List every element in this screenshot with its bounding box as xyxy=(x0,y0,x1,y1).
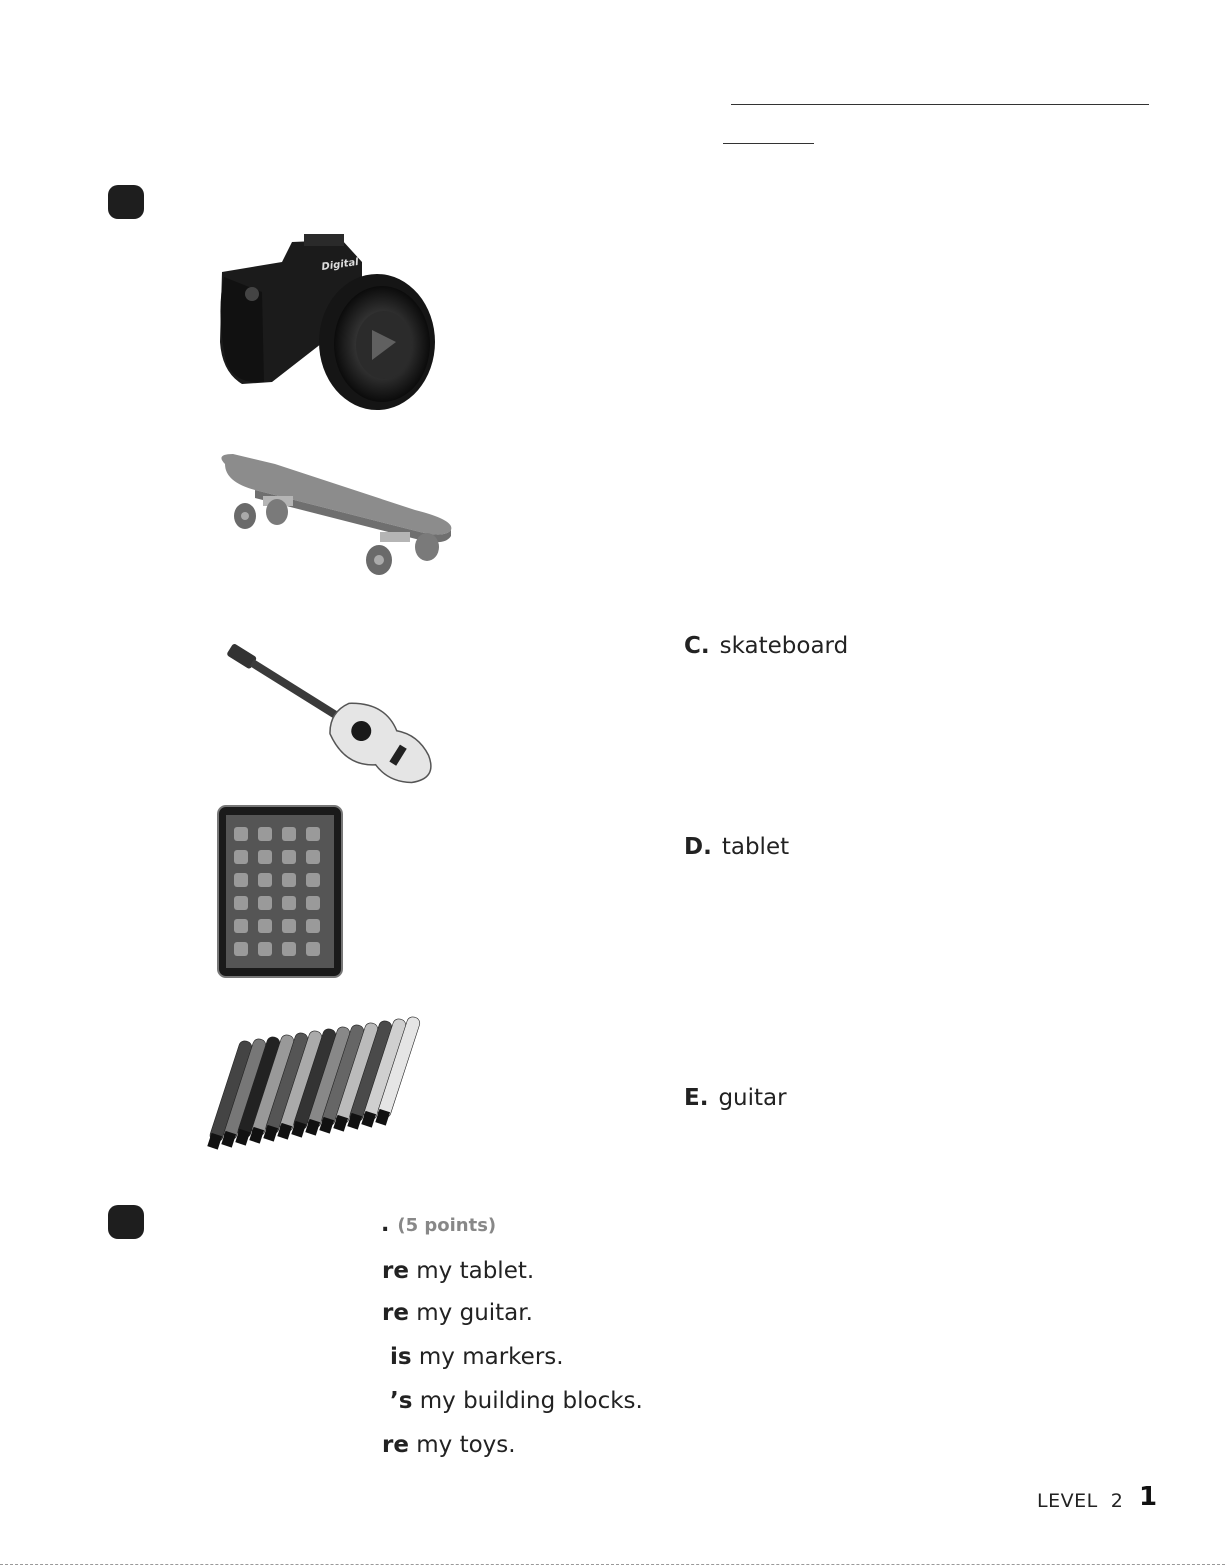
choice-c-word: skateboard xyxy=(719,633,849,659)
tablet-app-icon xyxy=(234,942,248,956)
sentence-3-bold: is xyxy=(382,1344,412,1370)
section-1-badge xyxy=(108,185,144,219)
choice-e xyxy=(684,1085,787,1111)
tablet-app-icon xyxy=(258,896,272,910)
tablet-image xyxy=(217,805,343,978)
tablet-app-icon xyxy=(258,942,272,956)
tablet-app-icon xyxy=(306,827,320,841)
sentence-4-bold: ’s xyxy=(382,1388,413,1414)
sentence-2-text: my guitar. xyxy=(408,1300,533,1326)
camera-image xyxy=(212,232,437,422)
tablet-app-icon xyxy=(282,942,296,956)
camera-brand-text: Digital xyxy=(320,256,360,273)
choice-d-letter: D. xyxy=(684,834,712,860)
sentence-4 xyxy=(382,1388,643,1414)
tablet-app-icon xyxy=(282,850,296,864)
sentence-2-bold: re xyxy=(382,1300,409,1326)
page-bottom-divider xyxy=(0,1564,1225,1565)
tablet-app-icon xyxy=(306,896,320,910)
tablet-app-icon xyxy=(258,873,272,887)
choice-c-letter: C. xyxy=(684,633,710,659)
tablet-app-icon xyxy=(234,827,248,841)
sentence-5-bold: re xyxy=(382,1432,409,1458)
choice-d-word: tablet xyxy=(721,834,790,860)
page-number: 1 xyxy=(1139,1482,1158,1512)
tablet-app-icon xyxy=(258,827,272,841)
tablet-app-icon xyxy=(306,919,320,933)
tablet-app-icon xyxy=(258,919,272,933)
sentence-3-text: my markers. xyxy=(411,1344,564,1370)
choice-c xyxy=(684,633,848,659)
sentence-5 xyxy=(382,1432,516,1458)
tablet-app-icon xyxy=(234,850,248,864)
tablet-app-icon xyxy=(306,873,320,887)
markers-image xyxy=(215,1010,475,1180)
choice-d xyxy=(684,834,789,860)
tablet-app-icon xyxy=(258,850,272,864)
tablet-app-icon xyxy=(282,827,296,841)
tablet-app-icon xyxy=(234,919,248,933)
tablet-app-icon xyxy=(306,942,320,956)
name-answer-line[interactable] xyxy=(731,104,1149,105)
tablet-app-icon xyxy=(234,873,248,887)
sentence-1-bold: re xyxy=(382,1258,409,1284)
choice-e-word: guitar xyxy=(718,1085,787,1111)
guitar-image xyxy=(210,635,445,790)
date-answer-line[interactable] xyxy=(723,143,814,144)
skateboard-image xyxy=(215,452,460,582)
points-dot: . xyxy=(381,1212,390,1237)
sentence-1 xyxy=(382,1258,534,1284)
points-label: (5 points) xyxy=(397,1215,497,1236)
tablet-app-icon xyxy=(282,919,296,933)
sentence-5-text: my toys. xyxy=(408,1432,516,1458)
sentence-3 xyxy=(382,1344,564,1370)
footer-level: LEVEL 2 xyxy=(1037,1490,1124,1512)
tablet-app-icon xyxy=(282,896,296,910)
sentence-2 xyxy=(382,1300,533,1326)
choice-e-letter: E. xyxy=(684,1085,709,1111)
tablet-app-icon xyxy=(234,896,248,910)
tablet-app-icon xyxy=(306,850,320,864)
tablet-app-icon xyxy=(282,873,296,887)
section-2-points xyxy=(381,1212,496,1237)
sentence-4-text: my building blocks. xyxy=(412,1388,643,1414)
section-2-badge xyxy=(108,1205,144,1239)
sentence-1-text: my tablet. xyxy=(408,1258,535,1284)
